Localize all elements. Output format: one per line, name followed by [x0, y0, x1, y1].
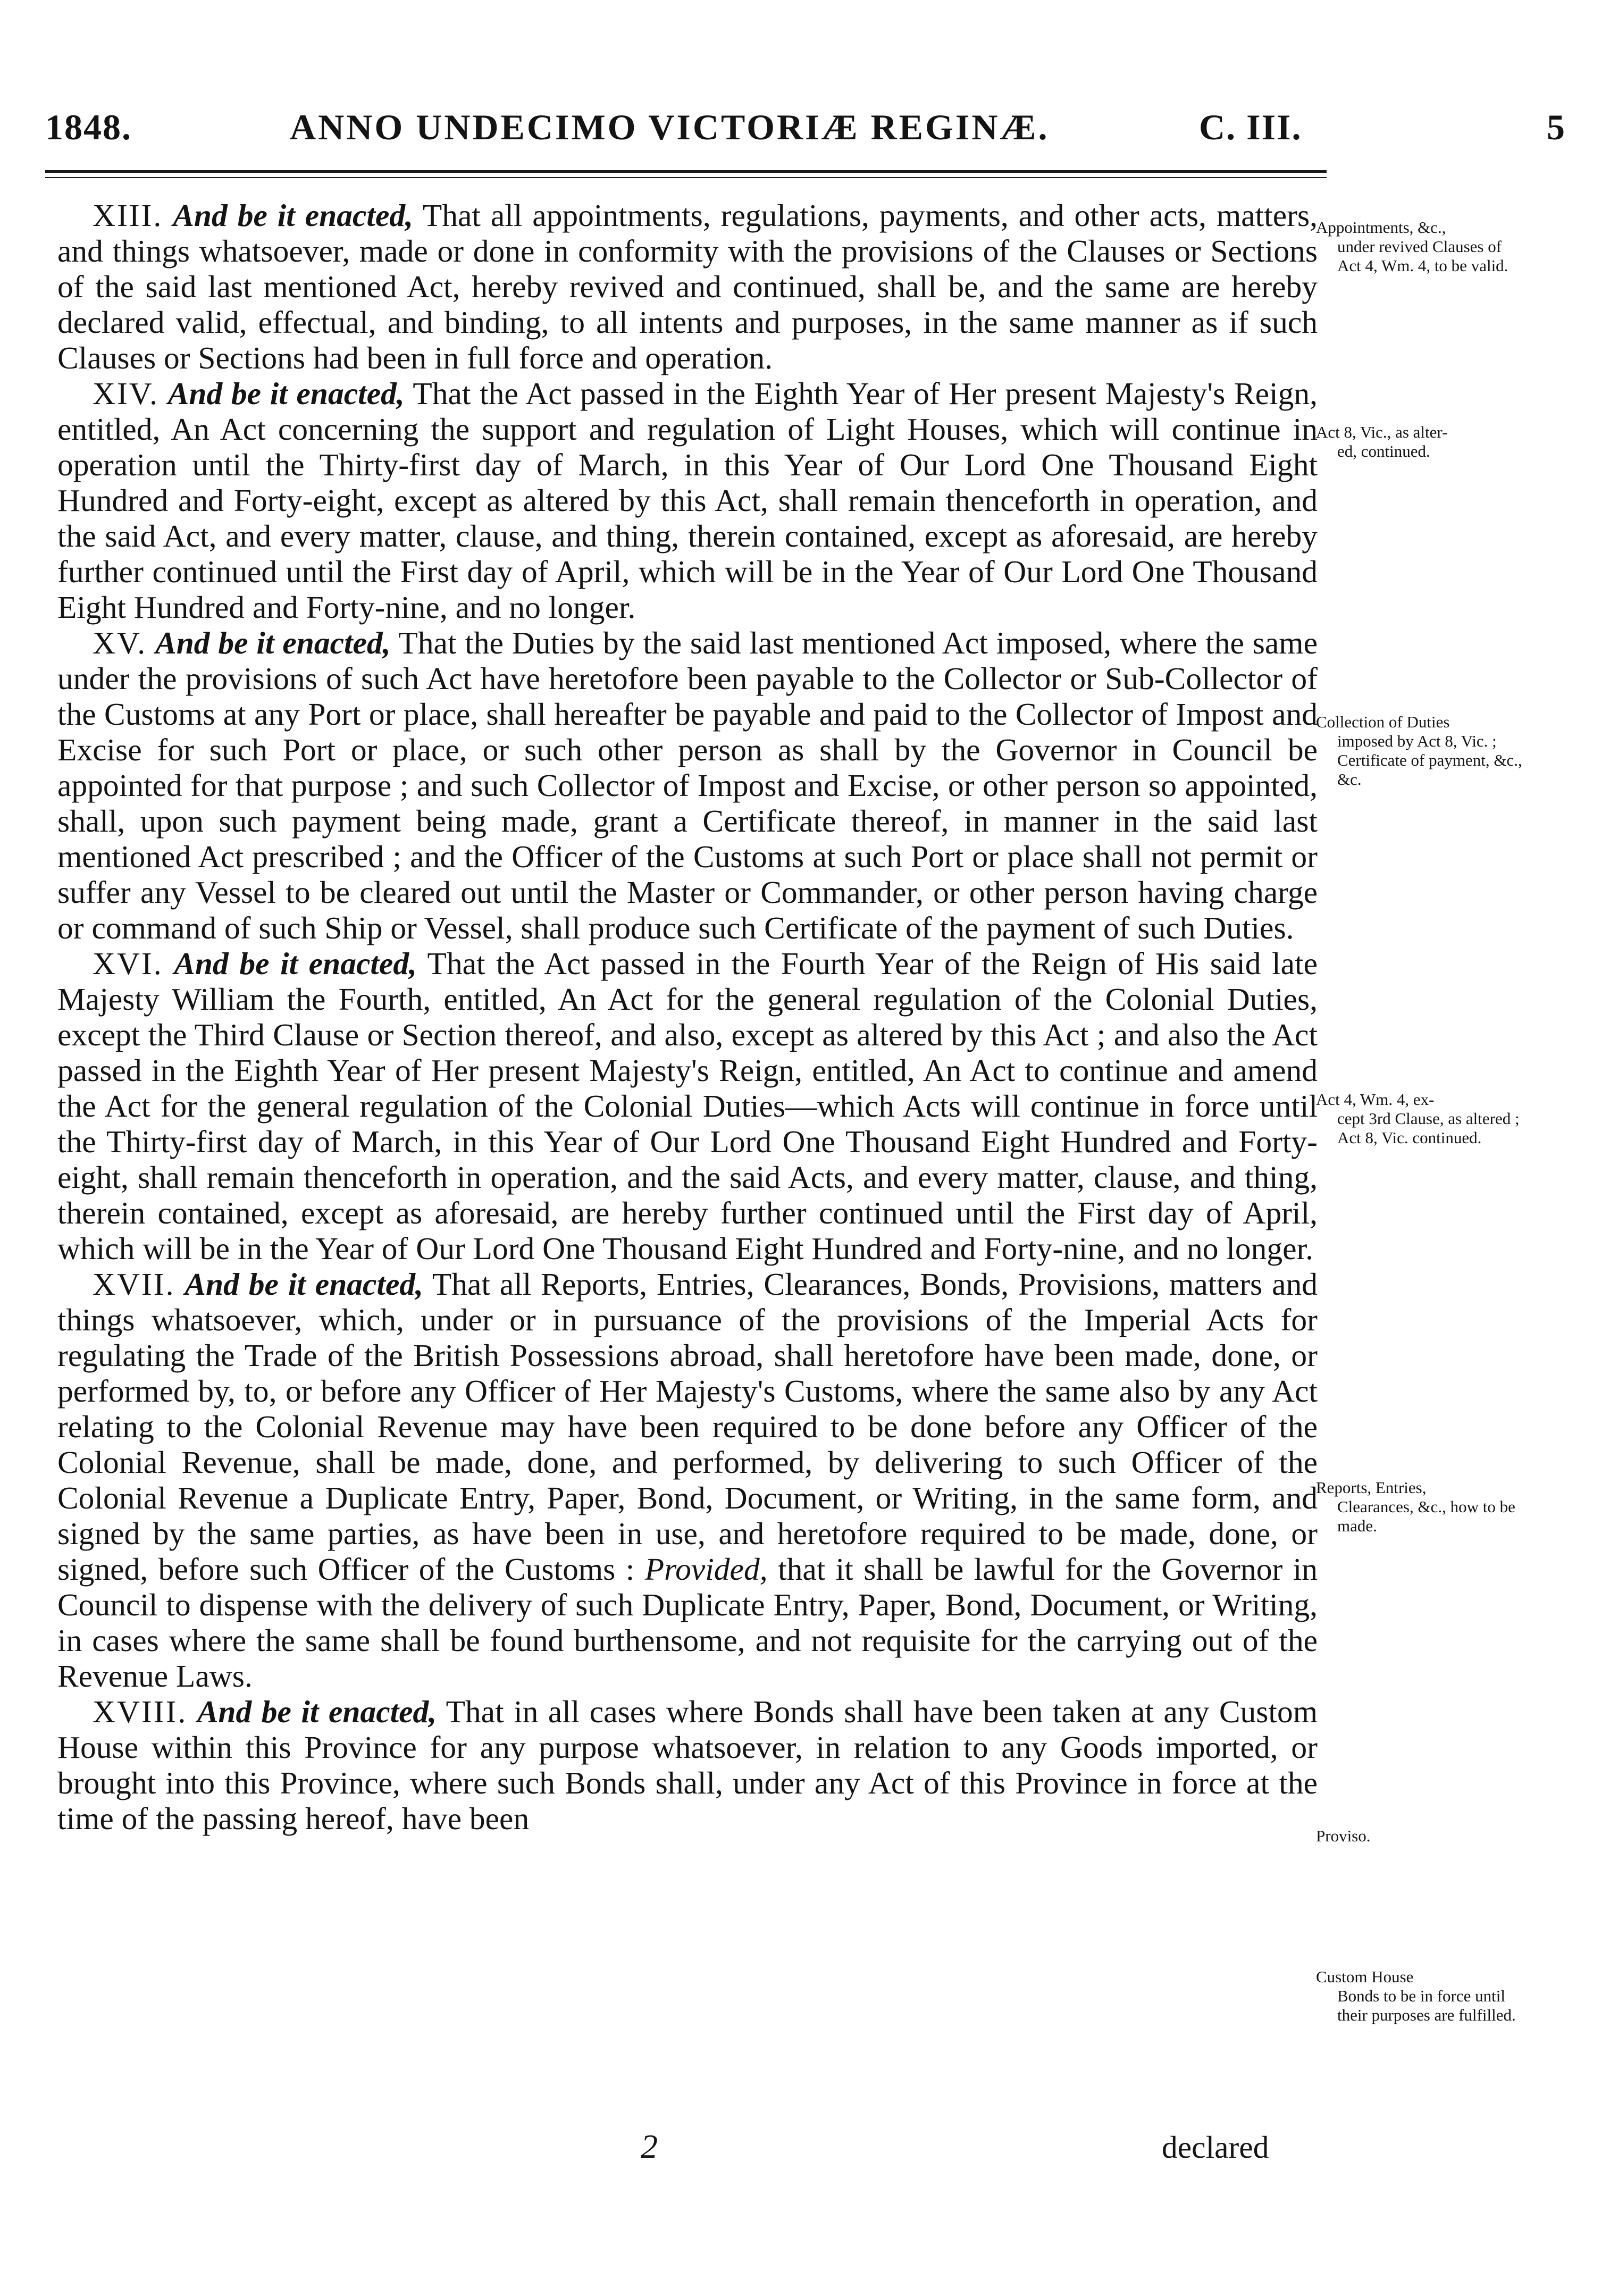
page-number: 5 [1547, 107, 1566, 147]
margin-note-xv: Collection of Duties imposed by Act 8, Vic. ; Certificate of payment, &c., &c. [1316, 713, 1522, 789]
margin-note-proviso: Proviso. [1316, 1826, 1371, 1845]
section-body: That all appointments, regulations, payments, and other acts, matters, and things whatsoever, made or done in conformity with the provisions of the Clauses or Sections of the said last mentioned Act, hereby revived and continued, shall be, and the same are hereby declared valid, effectual, and binding, to all intents and purposes, in the same manner as if such Clauses or Sections had been in full force and operation. [57, 198, 1318, 375]
section-body: That all Reports, Entries, Clearances, Bonds, Provisions, matters and things whatsoever, which, under or in pursuance of the provisions of the Imperial Acts for regulating the Trade of the British Possessions abroad, shall heretofore have been made, done, or performed by, to, or before any Officer of Her Majesty's Customs, where the same also by any Act relating to the Colonial Revenue may have been required to be done before any Officer of the Colonial Revenue, shall be made, done, and performed, by delivering to such Officer of the Colonial Revenue a Duplicate Entry, Paper, Bond, Document, or Writing, in the same form, and signed by the same parties, as have been in use, and heretofore required to be made, done, or signed, before such Officer of the Customs : [57, 1267, 1318, 1587]
enacting-words: And be it enacted, [173, 198, 413, 233]
enacting-words: And be it enacted, [174, 946, 417, 981]
page-footer [0, 2127, 1610, 2175]
section-xvi [57, 946, 1318, 1267]
section-xviii [57, 1694, 1318, 1837]
header-rule-thin [45, 177, 1327, 178]
main-text [57, 198, 1318, 1837]
enacting-words: And be it enacted, [185, 1267, 424, 1302]
section-xv [57, 625, 1318, 946]
section-number: XVII. [93, 1267, 175, 1302]
proviso-word: Provided, [644, 1552, 768, 1587]
header-year: 1848. [45, 107, 132, 147]
margin-note-xvii: Reports, Entries, Clearances, &c., how to be made. [1316, 1478, 1515, 1535]
section-body: That the Act passed in the Eighth Year of Her present Majesty's Reign, entitled, An Act concerning the support and regulation of Light Houses, which will continue in operation until the Thirty-first day of March, in this Year of Our Lord One Thousand Eight Hundred and Forty-eight, except as altered by this Act, shall remain thenceforth in operation, and the said Act, and every matter, clause, and thing, therein contained, except as aforesaid, are hereby further continued until the First day of April, which will be in the Year of Our Lord One Thousand Eight Hundred and Forty-nine, and no longer. [57, 376, 1318, 625]
section-number: XVI. [93, 946, 163, 981]
section-number: XIII. [93, 198, 163, 233]
margin-note-xvi: Act 4, Wm. 4, ex- cept 3rd Clause, as altered ; Act 8, Vic. continued. [1316, 1090, 1520, 1147]
margin-note-xviii: Custom House Bonds to be in force until their purposes are fulfilled. [1316, 1967, 1516, 2024]
enacting-words: And be it enacted, [167, 376, 405, 411]
catchword: declared [1162, 2130, 1269, 2165]
margin-note-xiii: Appointments, &c., under revived Clauses of Act 4, Wm. 4, to be valid. [1316, 218, 1508, 275]
header-rule [45, 170, 1327, 173]
section-body: That in all cases where Bonds shall have been taken at any Custom House within this Province for any purpose whatsoever, in relation to any Goods imported, or brought into this Province, where such Bonds shall, under any Act of this Province in force at the time of the passing hereof, have been [57, 1694, 1318, 1836]
proviso-text: that it shall be lawful for the Governor in Council to dispense with the delivery of such Duplicate Entry, Paper, Bond, Document, or Writing, in cases where the same shall be found burthensome, and not requisite for the carrying out of the Revenue Laws. [57, 1552, 1318, 1694]
section-number: XIV. [93, 376, 159, 411]
section-number: XV. [93, 625, 147, 660]
signature-mark: 2 [641, 2127, 658, 2165]
header-chapter: C. III. [1199, 107, 1302, 147]
section-number: XVIII. [93, 1694, 188, 1729]
section-xiv [57, 376, 1318, 625]
running-header [45, 106, 1566, 170]
header-title: ANNO UNDECIMO VICTORIÆ REGINÆ. [290, 107, 1050, 147]
section-xiii [57, 198, 1318, 376]
enacting-words: And be it enacted, [155, 625, 391, 660]
section-body: That the Duties by the said last mentioned Act imposed, where the same under the provisions of such Act have heretofore been payable to the Collector or Sub-Collector of the Customs at any Port or place, shall hereafter be payable and paid to the Collector of Impost and Excise for such Port or place, or such other person as shall by the Governor in Council be appointed for that purpose ; and such Collector of Impost and Excise, or other person so appointed, shall, upon such payment being made, grant a Certificate thereof, in manner in the said last mentioned Act prescribed ; and the Officer of the Customs at such Port or place shall not permit or suffer any Vessel to be cleared out until the Master or Commander, or other person having charge or command of such Ship or Vessel, shall produce such Certificate of the payment of such Duties. [57, 625, 1318, 945]
section-body: That the Act passed in the Fourth Year of the Reign of His said late Majesty William the Fourth, entitled, An Act for the general regulation of the Colonial Duties, except the Third Clause or Section thereof, and also, except as altered by this Act ; and also the Act passed in the Eighth Year of Her present Majesty's Reign, entitled, An Act to continue and amend the Act for the general regulation of the Colonial Duties—which Acts will continue in force until the Thirty-first day of March, in this Year of Our Lord One Thousand Eight Hundred and Forty-eight, shall remain thenceforth in operation, and the said Acts, and every matter, clause, and thing, therein contained, except as aforesaid, are hereby further continued until the First day of April, which will be in the Year of Our Lord One Thousand Eight Hundred and Forty-nine, and no longer. [57, 946, 1318, 1266]
margin-note-xiv: Act 8, Vic., as alter- ed, continued. [1316, 423, 1448, 460]
enacting-words: And be it enacted, [197, 1694, 437, 1729]
section-xvii [57, 1267, 1318, 1694]
